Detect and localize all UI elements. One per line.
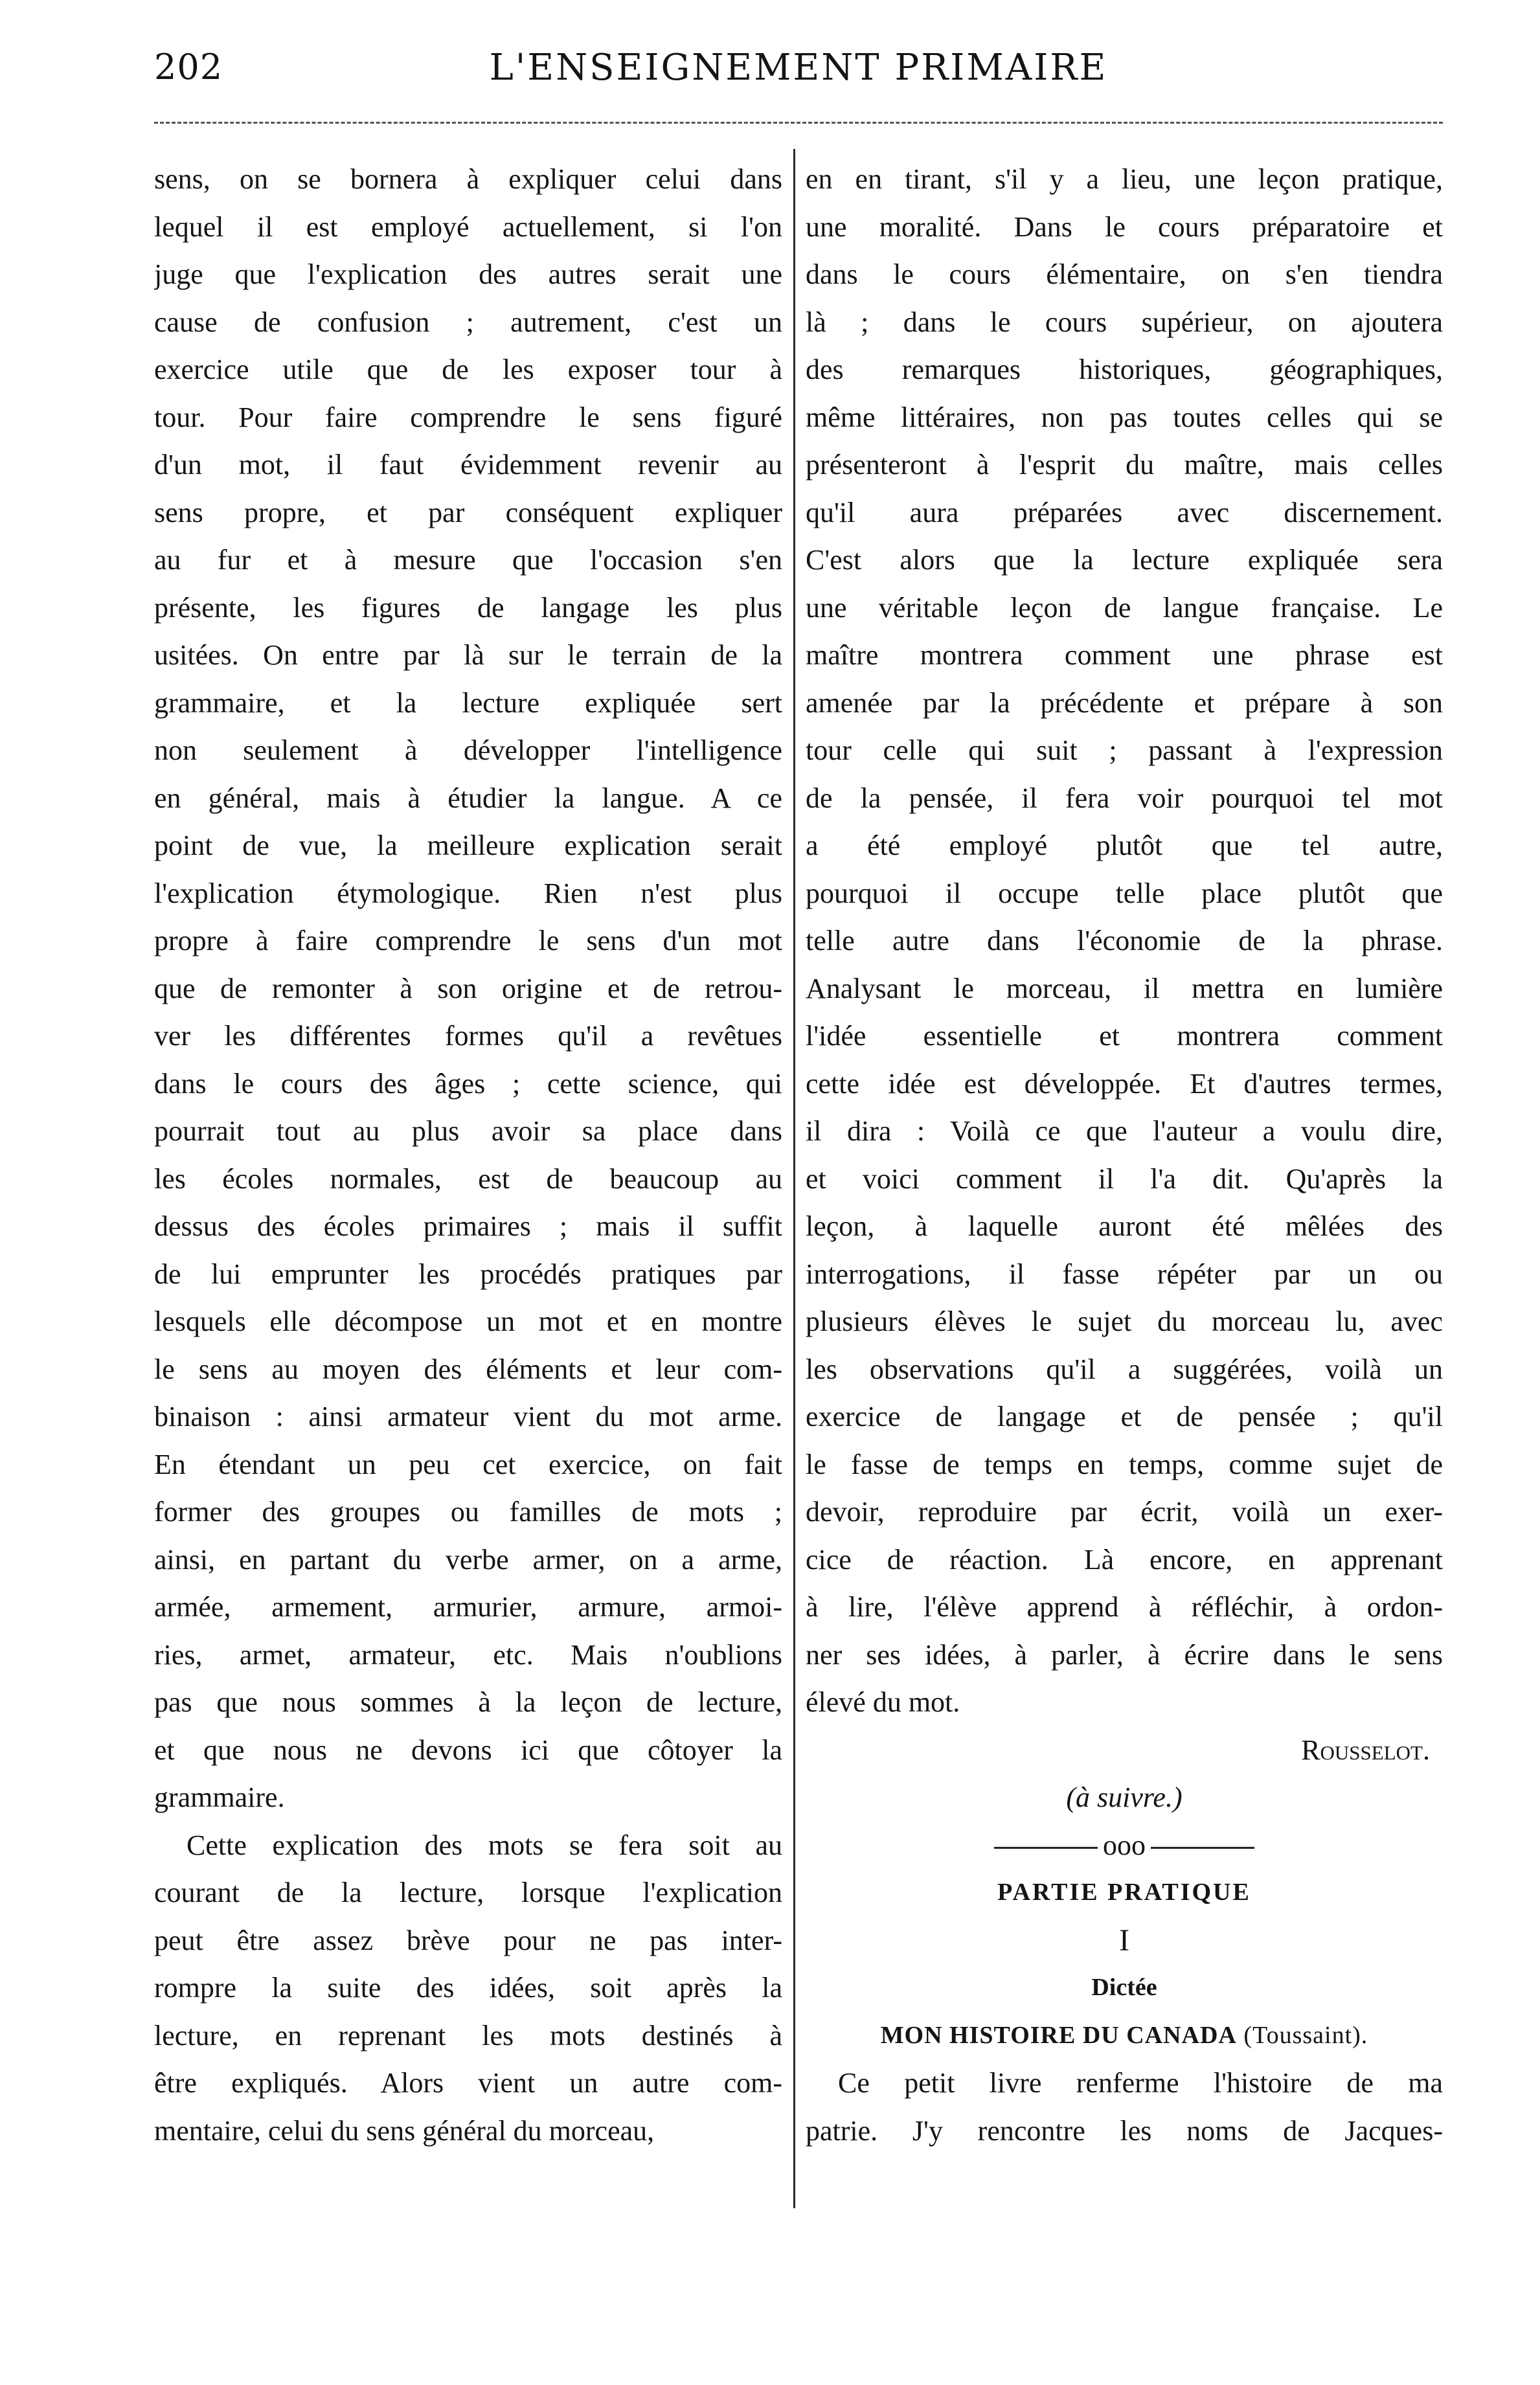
text-line: patrie. J'y rencontre les noms de Jacques- <box>806 2114 1443 2147</box>
text-line: les écoles normales, est de beaucoup au <box>154 1162 782 1195</box>
text-line: pas que nous sommes à la leçon de lecture, <box>154 1686 782 1718</box>
text-line: ner ses idées, à parler, à écrire dans le sens <box>806 1638 1443 1671</box>
text-line: former des groupes ou familles de mots ; <box>154 1496 782 1528</box>
text-line: binaison : ainsi armateur vient du mot arme. <box>154 1401 782 1432</box>
text-line: l'idée essentielle et montrera comment <box>806 1020 1443 1052</box>
section-number: I <box>1119 1923 1129 1958</box>
subsection-title: Dictée <box>1091 1974 1157 2001</box>
text-line: tour celle qui suit ; passant à l'expression <box>806 734 1443 766</box>
text-line: En étendant un peu cet exercice, on fait <box>154 1448 782 1480</box>
text-line: grammaire. <box>154 1781 285 1813</box>
text-line: qu'il aura préparées avec discernement. <box>806 496 1443 528</box>
section-title: PARTIE PRATIQUE <box>997 1879 1251 1906</box>
text-line: présente, les figures de langage les plus <box>154 591 782 624</box>
text-line: les observations qu'il a suggérées, voilà un <box>806 1353 1443 1385</box>
text-line: cice de réaction. Là encore, en apprenant <box>806 1543 1443 1576</box>
text-line: là ; dans le cours supérieur, on ajoutera <box>806 306 1443 338</box>
ornament-rule-left <box>994 1847 1098 1849</box>
text-line: rompre la suite des idées, soit après la <box>154 1972 782 2004</box>
text-line: l'explication étymologique. Rien n'est plus <box>154 877 782 909</box>
text-line: cause de confusion ; autrement, c'est un <box>154 306 782 338</box>
text-line: lequel il est employé actuellement, si l'on <box>154 210 782 243</box>
header-rule <box>154 122 1443 124</box>
text-line: cette idée est développée. Et d'autres termes, <box>806 1067 1443 1100</box>
text-line: plusieurs élèves le sujet du morceau lu, avec <box>806 1306 1443 1337</box>
text-line: amenée par la précédente et prépare à son <box>806 686 1443 719</box>
text-line: en en tirant, s'il y a lieu, une leçon pratique, <box>806 163 1443 195</box>
text-line: une moralité. Dans le cours préparatoire et <box>806 210 1443 243</box>
text-line: dans le cours des âges ; cette science, qui <box>154 1067 782 1100</box>
text-line: sens propre, et par conséquent expliquer <box>154 496 782 528</box>
column-divider <box>793 149 795 2208</box>
dictation-title <box>806 2012 1443 2060</box>
author-signature: Rousselot. <box>1301 1734 1430 1766</box>
ornament-rule-right <box>1151 1847 1254 1849</box>
continued-note: (à suivre.) <box>1066 1781 1183 1813</box>
text-line: ver les différentes formes qu'il a revêtues <box>154 1020 782 1052</box>
text-line: pourrait tout au plus avoir sa place dans <box>154 1115 782 1147</box>
text-line: exercice de langage et de pensée ; qu'il <box>806 1401 1443 1432</box>
text-line: C'est alors que la lecture expliquée sera <box>806 544 1443 576</box>
text-line: sens, on se bornera à expliquer celui dans <box>154 163 782 195</box>
text-line: peut être assez brève pour ne pas inter- <box>154 1924 782 1956</box>
text-line: pourquoi il occupe telle place plutôt que <box>806 877 1443 909</box>
text-line: exercice utile que de les exposer tour à <box>154 354 782 385</box>
right-column <box>806 155 1443 2154</box>
text-line: point de vue, la meilleure explication serait <box>154 830 782 861</box>
text-line: le sens au moyen des éléments et leur com- <box>154 1353 782 1385</box>
text-line: en général, mais à étudier la langue. A ce <box>154 782 782 814</box>
text-line: lesquels elle décompose un mot et en montre <box>154 1306 782 1337</box>
text-line: dessus des écoles primaires ; mais il suffit <box>154 1210 782 1242</box>
text-line: que de remonter à son origine et de retrou- <box>154 972 782 1004</box>
text-line: des remarques historiques, géographiques, <box>806 354 1443 385</box>
text-line: courant de la lecture, lorsque l'explication <box>154 1877 782 1908</box>
text-line: tour. Pour faire comprendre le sens figuré <box>154 401 782 433</box>
dictation-text <box>806 2059 1443 2154</box>
text-line: d'un mot, il faut évidemment revenir au <box>154 449 782 480</box>
running-title: L'ENSEIGNEMENT PRIMAIRE <box>489 47 1108 89</box>
text-line: le fasse de temps en temps, comme sujet de <box>806 1448 1443 1480</box>
page-header <box>154 47 1443 98</box>
text-line: élevé du mot. <box>806 1686 960 1718</box>
text-line: ainsi, en partant du verbe armer, on a arme, <box>154 1543 782 1576</box>
text-line: et que nous ne devons ici que côtoyer la <box>154 1734 782 1766</box>
text-line: propre à faire comprendre le sens d'un mot <box>154 925 782 956</box>
text-line: au fur et à mesure que l'occasion s'en <box>154 544 782 576</box>
text-line: à lire, l'élève apprend à réfléchir, à ordon- <box>806 1591 1443 1623</box>
left-column <box>154 155 782 2154</box>
text-line: leçon, à laquelle auront été mêlées des <box>806 1210 1443 1242</box>
right-column-text <box>806 155 1443 1726</box>
text-line: telle autre dans l'économie de la phrase. <box>806 925 1443 956</box>
ornament-text: ooo <box>1103 1829 1146 1861</box>
page-number: 202 <box>154 47 223 87</box>
text-line: il dira : Voilà ce que l'auteur a voulu dire, <box>806 1115 1443 1147</box>
text-line: une véritable leçon de langue française. Le <box>806 591 1443 624</box>
text-line: interrogations, il fasse répéter par un ou <box>806 1258 1443 1290</box>
text-line: usitées. On entre par là sur le terrain de la <box>154 639 782 671</box>
text-line: ries, armet, armateur, etc. Mais n'oublions <box>154 1638 782 1671</box>
dictation-author: (Toussaint). <box>1243 2021 1368 2049</box>
text-line: non seulement à développer l'intelligence <box>154 734 782 766</box>
text-line: mentaire, celui du sens général du morceau, <box>154 2114 655 2147</box>
text-line: juge que l'explication des autres serait une <box>154 258 782 290</box>
text-line: lecture, en reprenant les mots destinés à <box>154 2019 782 2052</box>
text-line: Ce petit livre renferme l'histoire de ma <box>838 2067 1443 2099</box>
text-line: grammaire, et la lecture expliquée sert <box>154 686 782 719</box>
dictation-book-title: MON HISTOIRE DU CANADA <box>880 2021 1237 2049</box>
section-ornament <box>806 1822 1443 1870</box>
text-line: a été employé plutôt que tel autre, <box>806 830 1443 861</box>
text-line: armée, armement, armurier, armure, armoi- <box>154 1591 782 1623</box>
text-line: être expliqués. Alors vient un autre com- <box>154 2067 782 2099</box>
text-line: de lui emprunter les procédés pratiques par <box>154 1258 782 1290</box>
text-line: dans le cours élémentaire, on s'en tiendra <box>806 258 1443 290</box>
text-line: présenteront à l'esprit du maître, mais celles <box>806 449 1443 480</box>
text-line: même littéraires, non pas toutes celles qui se <box>806 401 1443 433</box>
text-line: Analysant le morceau, il mettra en lumière <box>806 972 1443 1004</box>
text-line: Cette explication des mots se fera soit au <box>187 1829 782 1861</box>
text-line: de la pensée, il fera voir pourquoi tel mot <box>806 782 1443 814</box>
text-line: devoir, reproduire par écrit, voilà un exer- <box>806 1496 1443 1528</box>
text-line: maître montrera comment une phrase est <box>806 639 1443 671</box>
text-line: et voici comment il l'a dit. Qu'après la <box>806 1162 1443 1195</box>
